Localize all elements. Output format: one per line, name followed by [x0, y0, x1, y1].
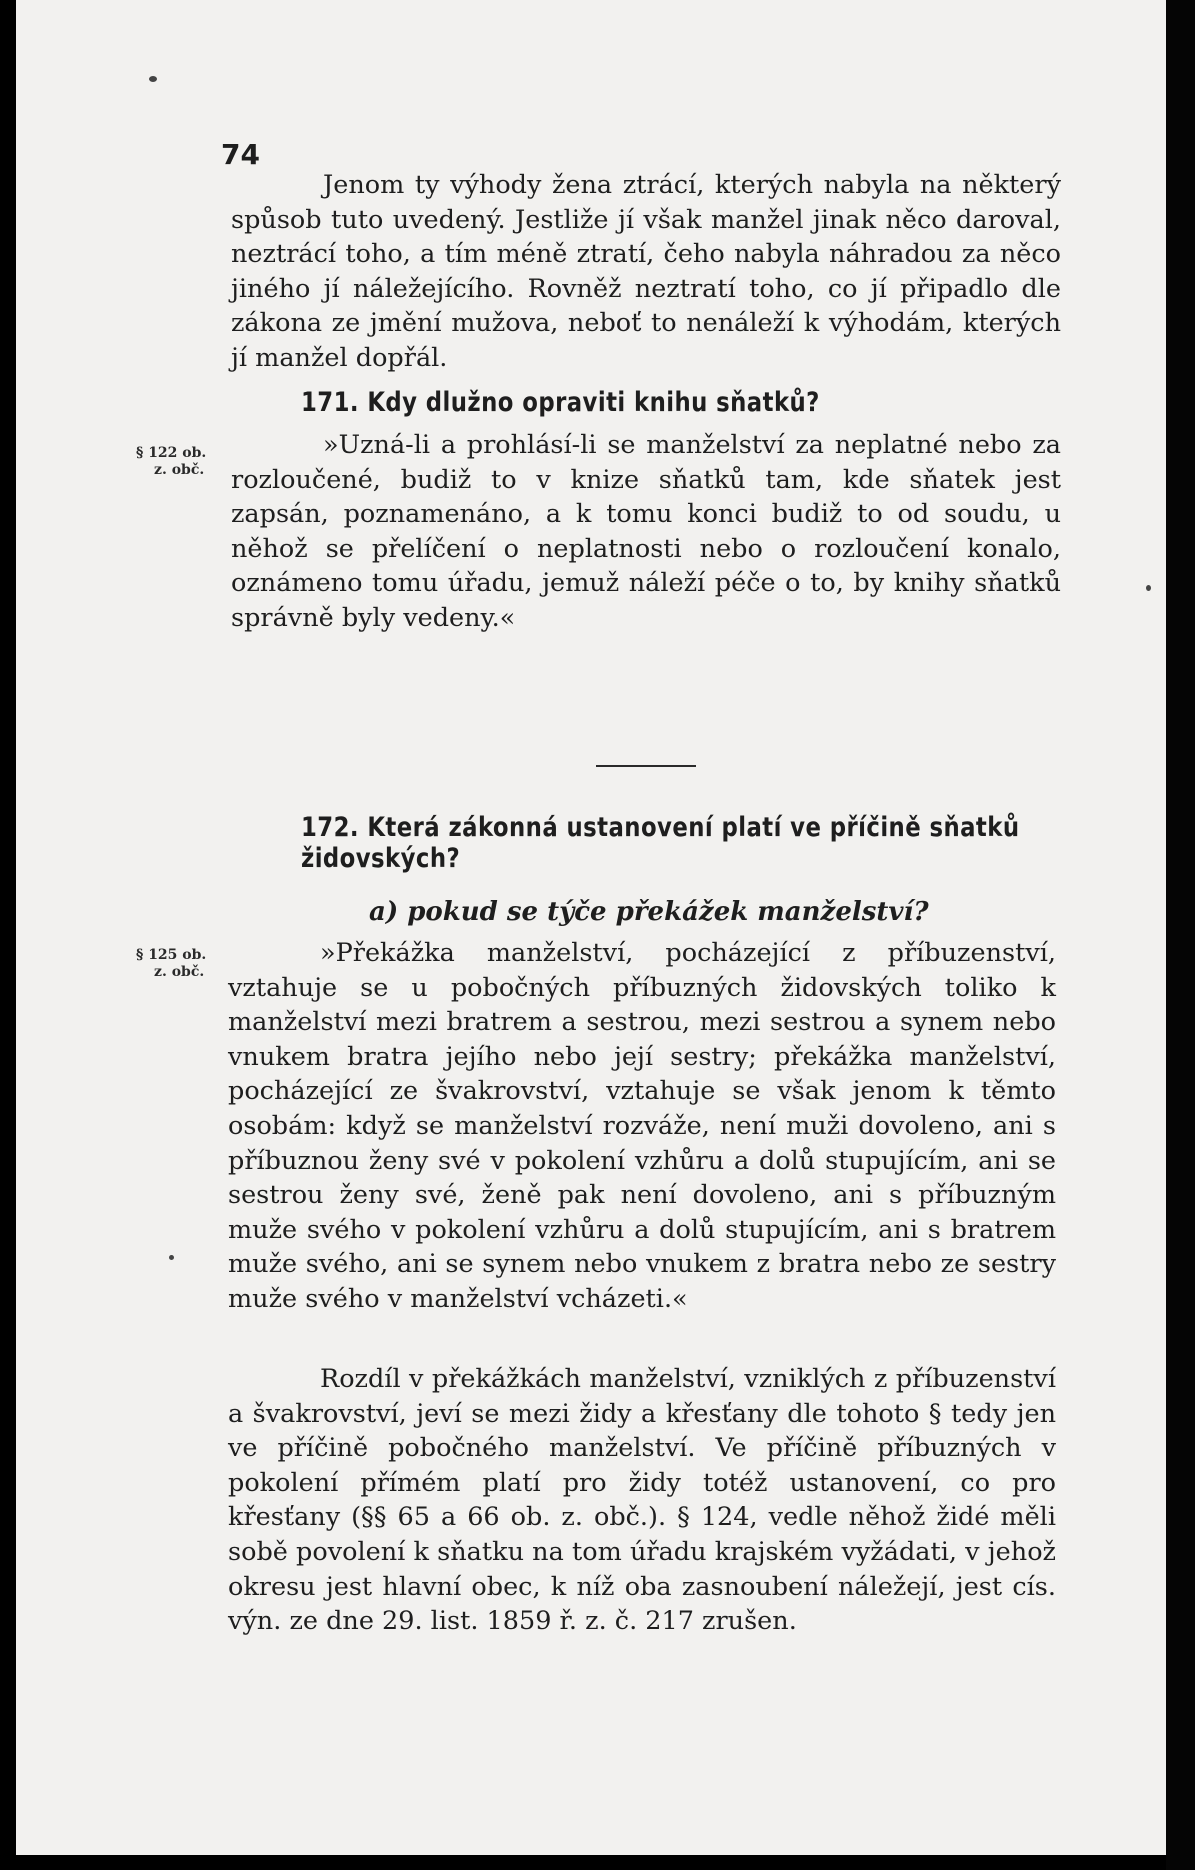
section-172-heading: 172. Která zákonná ustanovení platí ve příčině sňatků židovských? [301, 812, 1020, 874]
section-172-commentary: Rozdíl v překážkách manželství, vzniklých z příbuzenství a švakrovství, jeví se mezi židy a křesťany dle tohoto § tedy jen ve příčině pobočného manželství. Ve příčině příbuzných v pokolení přímém platí pro židy totéž ustanovení, co pro křesťany (§§ 65 a 66 ob. z. obč.). § 124, vedle něhož židé měli sobě povolení k sňatku na tom úřadu krajském vyžádati, v jehož okresu jest hlavní obec, k níž oba zasnoubení náležejí, jest cís. výn. ze dne 29. list. 1859 ř. z. č. 217 zrušen. [228, 1364, 1056, 1637]
margin-note-line: z. obč. [154, 462, 205, 478]
section-172-quote: »Překážka manželství, pocházející z příbuzenství, vztahuje se u pobočných příbuzných židovských toliko k manželství mezi bratrem a sestrou, mezi sestrou a synem nebo vnukem bratra jejího nebo její sestry; překážka manželství, pocházející ze švakrovství, vztahuje se však jenom k těmto osobám: když se manželství rozváže, není muži dovoleno, ani s příbuznou ženy své v pokolení vzhůru a dolů stupujícím, ani se sestrou ženy své, ženě pak není dovoleno, ani s příbuzným muže svého v pokolení vzhůru a dolů stupujícím, ani s bratrem muže svého, ani se synem nebo vnukem z bratra nebo ze sestry muže svého v manželství vcházeti.« [228, 938, 1056, 1314]
page-edge-shadow [1166, 0, 1195, 1870]
margin-note-line: § 125 ob. [136, 947, 207, 963]
section-171-text: »Uzná-li a prohlásí-li se manželství za neplatné nebo za rozloučené, budiž to v knize sňatků tam, kde sňatek jest zapsán, poznamenáno, a k tomu konci budiž to od soudu, u něhož se přelíčení o neplatnosti nebo o rozloučení konalo, oznámeno tomu úřadu, jemuž náleží péče o to, by knihy sňatků správně byly vedeny.« [231, 430, 1061, 633]
section-172-margin-note [136, 947, 231, 981]
ink-speck [169, 1255, 174, 1260]
section-divider [596, 765, 696, 767]
ink-speck [149, 76, 157, 82]
intro-paragraph: Jenom ty výhody žena ztrácí, kterých nabyla na některý spůsob tuto uvedený. Jestliže jí však manžel jinak něco daroval, neztrácí toho, a tím méně ztratí, čeho nabyla náhradou za něco jiného jí náležejícího. Rovněž neztratí toho, co jí připadlo dle zákona ze jmění mužova, neboť to nenáleží k výhodám, kterých jí manžel dopřál. [231, 170, 1061, 373]
section-172-subheading: a) pokud se týče překážek manželství? [369, 897, 929, 927]
margin-note-line: z. obč. [154, 964, 205, 980]
ink-speck [1146, 585, 1151, 591]
book-page [16, 0, 1166, 1855]
section-171-heading: 171. Kdy dlužno opraviti knihu sňatků? [301, 387, 820, 418]
margin-note-line: § 122 ob. [136, 445, 207, 461]
section-172-heading-line1 [301, 812, 1058, 874]
page-number: 74 [221, 138, 260, 171]
section-171-margin-note [136, 445, 231, 479]
